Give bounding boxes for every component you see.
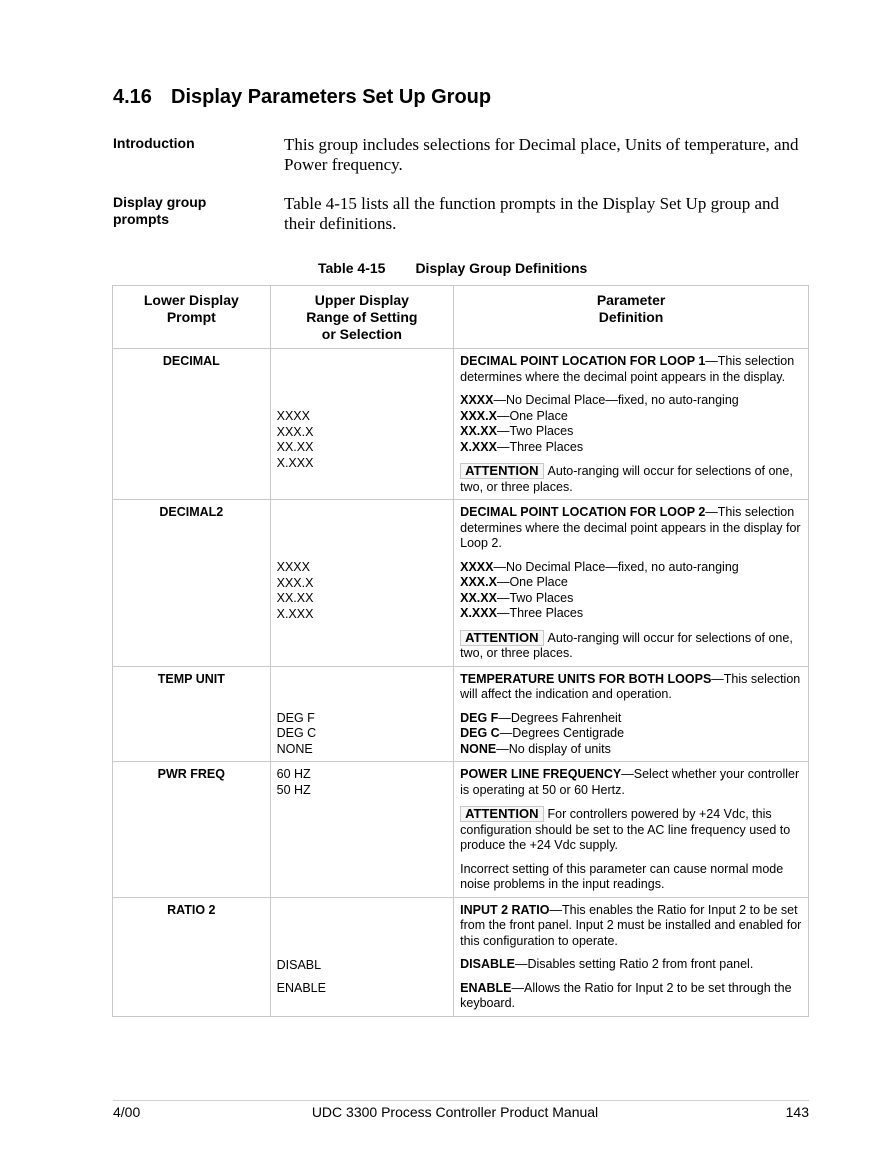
setting-value: XXXX	[276, 560, 310, 574]
table-row-temp-unit	[113, 666, 809, 762]
definition-heading-text: —This selection determines where the decimal point appears in the display.	[460, 354, 795, 384]
option-text: —No Decimal Place—fixed, no auto-ranging	[493, 393, 739, 407]
option-text: —No display of units	[496, 741, 611, 756]
definition-option	[460, 981, 802, 1012]
definition-cell	[454, 666, 809, 762]
table-header-row	[113, 286, 809, 349]
option-name: DEG F	[460, 710, 499, 725]
setting-value: NONE	[276, 741, 313, 756]
definition-option	[460, 726, 802, 742]
definition-heading-bold: DECIMAL POINT LOCATION FOR LOOP 2	[460, 505, 706, 519]
option-text: —Two Places	[496, 590, 574, 605]
definition-heading-bold: INPUT 2 RATIO	[460, 902, 550, 917]
attention-text: For controllers powered by +24 Vdc, this configuration should be set to the AC line frequency used to produce the +24 Vdc supply.	[460, 807, 791, 852]
display-group-prompts-text: Table 4-15 lists all the function prompts in the Display Set Up group and their definitions.	[284, 194, 780, 233]
header-text: Lower Display	[143, 292, 239, 308]
section-heading	[113, 86, 491, 109]
definition-heading-bold: DECIMAL POINT LOCATION FOR LOOP 1	[460, 354, 706, 368]
spacer	[277, 354, 448, 409]
section-title: Display Parameters Set Up Group	[171, 86, 492, 108]
setting-value: XXXX	[276, 409, 310, 423]
table-caption-title: Display Group Definitions	[415, 260, 588, 276]
setting-value: ENABLE	[276, 981, 326, 995]
header-lower-display-prompt	[113, 286, 271, 349]
definition-options	[460, 393, 802, 455]
definition-option	[460, 957, 802, 973]
definition-heading-text: —This selection will affect the indication and operation.	[460, 671, 801, 701]
setting-value: 50 HZ	[276, 782, 311, 797]
table-row-decimal2	[113, 500, 809, 667]
option-name: ENABLE	[460, 980, 512, 995]
option-name: XX.XX	[460, 424, 497, 438]
footer-manual-title: UDC 3300 Process Controller Product Manual	[311, 1104, 599, 1120]
definition-option	[460, 424, 802, 440]
option-name: XXXX	[460, 559, 494, 574]
attention-note	[460, 630, 802, 662]
footer-divider	[113, 1100, 809, 1101]
attention-note	[460, 463, 802, 495]
setting-value: DISABL	[276, 957, 322, 972]
option-name: DISABLE	[460, 957, 515, 971]
setting-value: 60 HZ	[276, 767, 311, 781]
option-text: —Degrees Centigrade	[499, 726, 625, 740]
attention-badge: ATTENTION	[460, 806, 543, 822]
setting-cell	[270, 666, 454, 762]
table-row-decimal	[113, 349, 809, 500]
prompt-cell: DECIMAL2	[113, 500, 271, 667]
prompt-cell: PWR FREQ	[113, 762, 271, 898]
definition-options	[460, 711, 802, 758]
display-group-prompts-label: Display group prompts	[113, 194, 207, 227]
footer-page-number: 143	[785, 1104, 809, 1120]
setting-value: XX.XX	[276, 591, 314, 605]
definition-option	[460, 393, 802, 409]
spacer	[277, 672, 448, 711]
setting-value: DEG F	[276, 710, 315, 725]
definition-option	[460, 742, 802, 758]
option-name: NONE	[460, 741, 497, 756]
option-name: XXX.X	[460, 408, 497, 423]
definition-heading-text: —Select whether your controller is operating at 50 or 60 Hertz.	[460, 767, 800, 797]
option-name: X.XXX	[460, 606, 497, 620]
attention-text: Auto-ranging will occur for selections of one, two, or three places.	[460, 630, 793, 660]
header-text: Parameter	[596, 292, 666, 308]
table-caption-number: Table 4-15	[318, 260, 386, 276]
setting-value: X.XXX	[276, 455, 314, 470]
header-text: Definition	[598, 309, 664, 325]
option-text: —Three Places	[496, 439, 584, 454]
definition-heading	[460, 767, 802, 798]
definition-heading	[460, 672, 802, 703]
definition-note: Incorrect setting of this parameter can cause normal mode noise problems in the input readings.	[460, 861, 784, 891]
table-row-ratio2	[113, 897, 809, 1016]
definition-options	[460, 560, 802, 622]
option-text: —Two Places	[496, 424, 574, 438]
prompt-cell: RATIO 2	[113, 897, 271, 1016]
footer-date: 4/00	[113, 1104, 141, 1120]
definition-heading	[460, 354, 802, 385]
attention-note	[460, 806, 802, 854]
spacer	[277, 973, 448, 981]
introduction-text: This group includes selections for Decimal place, Units of temperature, and Power frequency.	[284, 135, 799, 174]
definition-heading	[460, 505, 802, 552]
definition-option	[460, 409, 802, 425]
header-text: Upper Display	[314, 292, 409, 308]
setting-value: XXX.X	[276, 575, 314, 590]
option-text: —Disables setting Ratio 2 from front panel.	[515, 957, 754, 971]
option-text: —Three Places	[496, 606, 584, 620]
definition-option	[460, 440, 802, 456]
attention-badge: ATTENTION	[460, 630, 543, 646]
header-text: Range of Setting	[306, 309, 418, 325]
table-row-pwr-freq	[113, 762, 809, 898]
option-name: XX.XX	[460, 590, 497, 605]
option-name: X.XXX	[460, 439, 497, 454]
prompt-cell: TEMP UNIT	[113, 666, 271, 762]
header-text: or Selection	[321, 326, 402, 342]
option-text: —Degrees Fahrenheit	[498, 710, 622, 725]
definition-heading-text: —This selection determines where the decimal point appears in the display for Loop 2.	[460, 505, 801, 550]
setting-value: XX.XX	[276, 440, 314, 454]
option-name: XXXX	[460, 393, 494, 407]
definition-heading-text: —This enables the Ratio for Input 2 to be set from the front panel. Input 2 must be installed and enabled for this configuration to operate.	[460, 902, 802, 948]
setting-cell	[270, 349, 454, 500]
definition-cell	[454, 762, 809, 898]
setting-value: XXX.X	[276, 424, 314, 439]
definition-option	[460, 591, 802, 607]
definition-heading-bold: POWER LINE FREQUENCY	[460, 767, 622, 781]
spacer	[277, 903, 448, 958]
introduction-label: Introduction	[113, 135, 195, 151]
option-text: —Allows the Ratio for Input 2 to be set through the keyboard.	[460, 980, 792, 1010]
definition-cell	[454, 349, 809, 500]
spacer	[277, 505, 448, 560]
option-name: XXX.X	[460, 575, 497, 589]
setting-cell	[270, 762, 454, 898]
definition-cell	[454, 897, 809, 1016]
definition-option	[460, 606, 802, 622]
option-name: DEG C	[460, 726, 500, 740]
setting-cell	[270, 500, 454, 667]
setting-value: X.XXX	[276, 606, 314, 621]
section-number: 4.16	[113, 86, 152, 108]
header-text: Prompt	[166, 309, 216, 325]
option-text: —One Place	[496, 575, 568, 589]
header-upper-display-range	[270, 286, 454, 349]
option-text: —No Decimal Place—fixed, no auto-ranging	[493, 559, 739, 574]
definition-cell	[454, 500, 809, 667]
attention-text: Auto-ranging will occur for selections of one, two, or three places.	[460, 464, 793, 494]
attention-badge: ATTENTION	[460, 463, 543, 479]
definition-option	[460, 560, 802, 576]
definition-heading	[460, 903, 802, 950]
display-group-definitions-table	[112, 285, 809, 1017]
option-text: —One Place	[496, 408, 568, 423]
definition-option	[460, 575, 802, 591]
setting-cell	[270, 897, 454, 1016]
definition-option	[460, 711, 802, 727]
header-parameter-definition	[454, 286, 809, 349]
table-caption	[318, 260, 587, 276]
prompt-cell: DECIMAL	[113, 349, 271, 500]
setting-value: DEG C	[276, 726, 317, 740]
definition-heading-bold: TEMPERATURE UNITS FOR BOTH LOOPS	[460, 671, 712, 686]
